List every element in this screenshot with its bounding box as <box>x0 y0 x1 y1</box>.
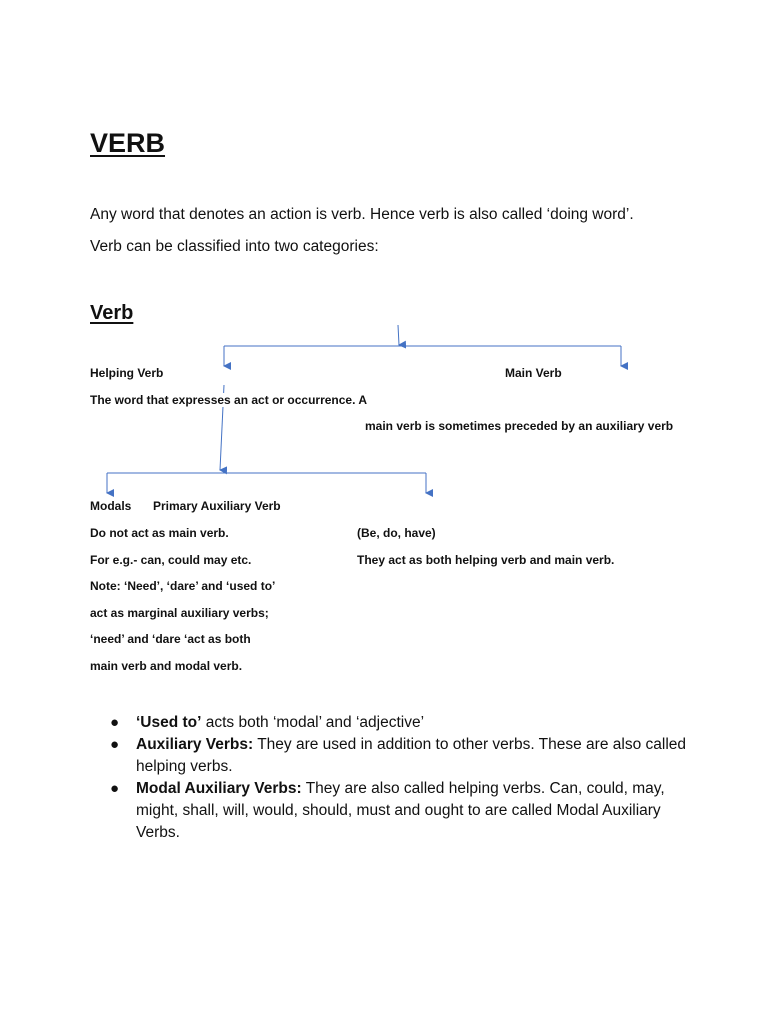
bullet-item <box>108 712 688 734</box>
intro-definition: Any word that denotes an action is verb. Hence verb is also called ‘doing word’. <box>90 206 634 223</box>
bullet-term: ‘Used to’ <box>136 714 202 731</box>
intro-classification: Verb can be classified into two categories: <box>90 238 379 255</box>
modals-note: main verb and modal verb. <box>90 659 243 673</box>
bullet-text: acts both ‘modal’ and ‘adjective’ <box>201 714 425 731</box>
helping-verb-label: Helping Verb <box>90 366 164 380</box>
bullet-item <box>108 734 688 778</box>
diagram-root-heading: Verb <box>90 302 134 324</box>
summary-bullet-list <box>108 712 688 844</box>
modals-label: Modals <box>90 499 132 513</box>
modals-note: Do not act as main verb. <box>90 526 229 540</box>
page-title: VERB <box>90 128 166 158</box>
bullet-term: Modal Auxiliary Verbs: <box>136 780 302 797</box>
main-verb-description-a: The word that expresses an act or occurrence. A <box>90 393 367 407</box>
modals-note: Note: ‘Need’, ‘dare’ and ‘used to’ <box>90 579 276 593</box>
modals-note: For e.g.- can, could may etc. <box>90 553 252 567</box>
main-verb-description-b: main verb is sometimes preceded by an auxiliary verb <box>365 419 674 433</box>
bullet-dot-icon: ● <box>110 780 120 797</box>
root-arrow <box>398 325 399 345</box>
bullet-dot-icon: ● <box>110 736 120 753</box>
bullet-item <box>108 778 688 844</box>
main-verb-label: Main Verb <box>505 366 562 380</box>
bullet-text: They are also called helping verbs. Can, could, may, might, shall, will, would, should, must and ought to are called Modal Auxiliary Verbs. <box>136 780 665 841</box>
primary-note: They act as both helping verb and main verb. <box>357 553 615 567</box>
primary-auxiliary-label: Primary Auxiliary Verb <box>153 499 281 513</box>
modals-note: ‘need’ and ‘dare ‘act as both <box>90 632 251 646</box>
modals-note: act as marginal auxiliary verbs; <box>90 606 269 620</box>
bullet-dot-icon: ● <box>110 714 120 731</box>
primary-note: (Be, do, have) <box>357 526 436 540</box>
bullet-text: They are used in addition to other verbs. These are also called helping verbs. <box>136 736 686 775</box>
bullet-term: Auxiliary Verbs: <box>136 736 254 753</box>
